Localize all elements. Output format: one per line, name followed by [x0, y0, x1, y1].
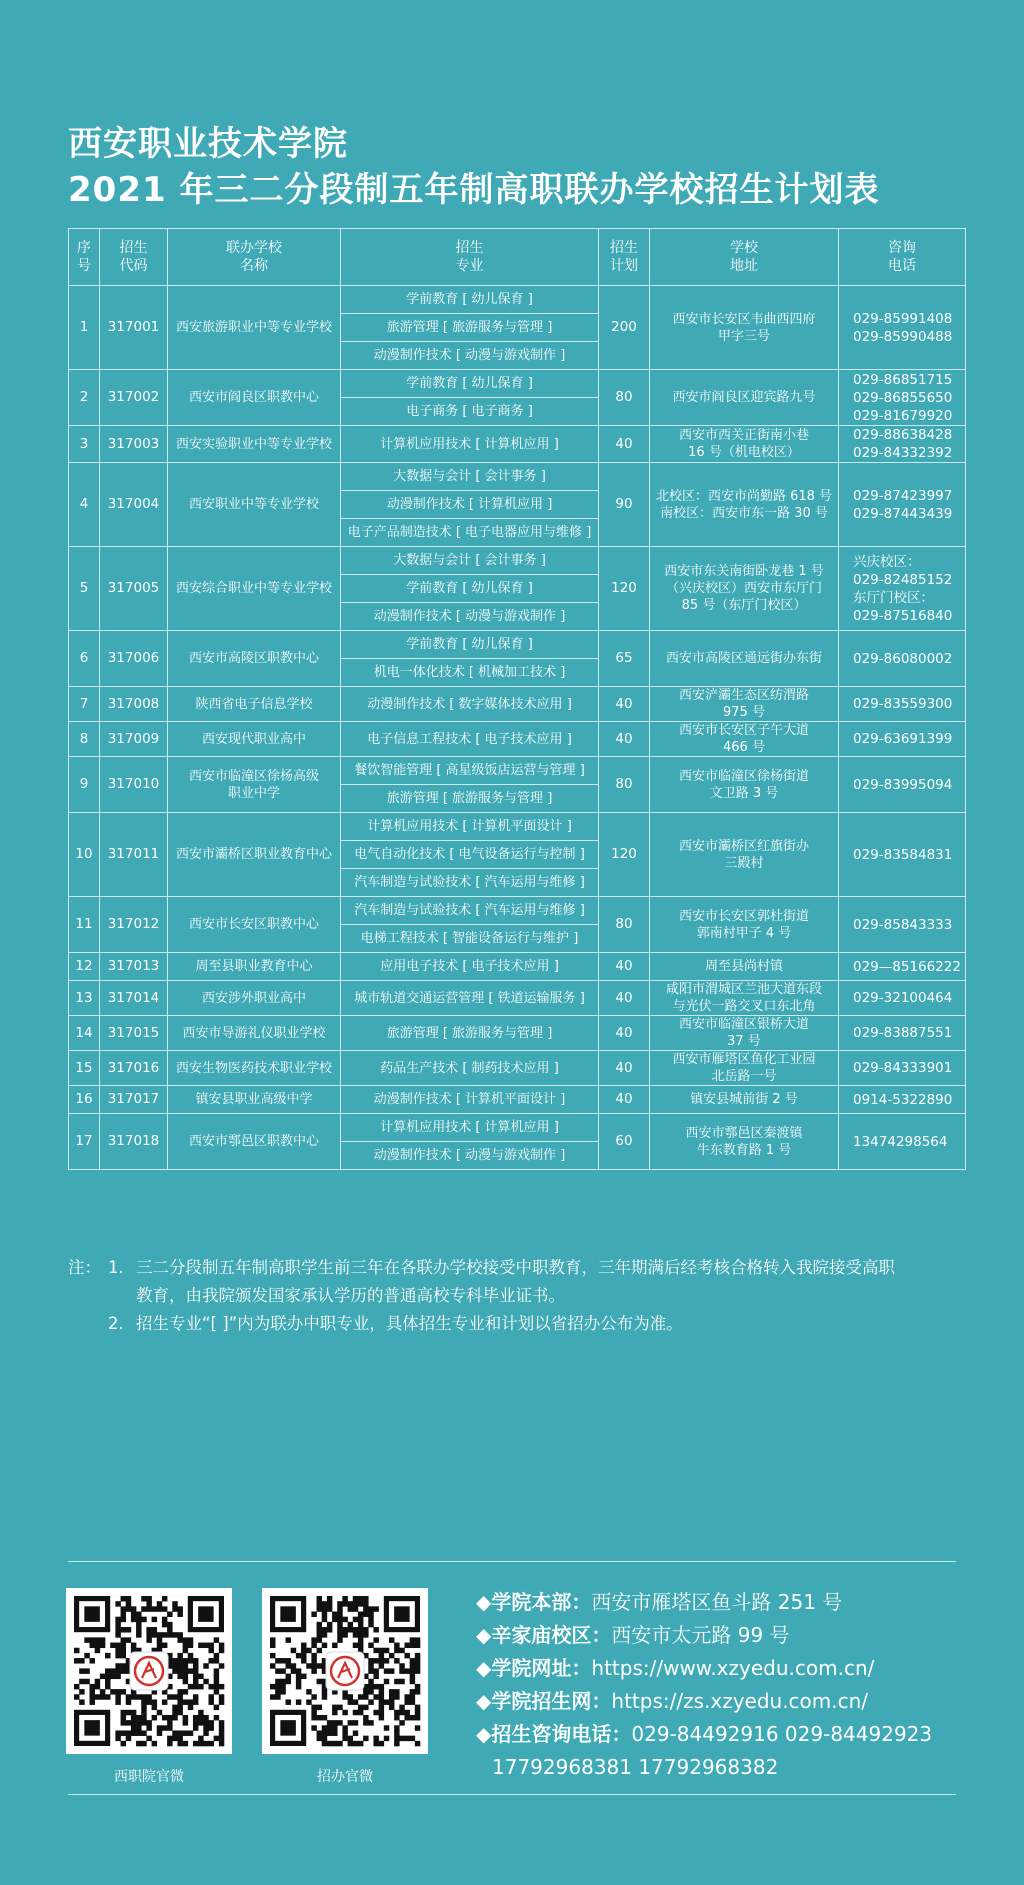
qr-code-icon	[262, 1588, 428, 1754]
cell-no: 7	[69, 687, 100, 722]
table-row	[69, 631, 966, 659]
contact-mobile: 17792968381 17792968382	[492, 1755, 779, 1779]
cell-plan: 40	[599, 953, 650, 981]
notes	[68, 1254, 968, 1338]
cell-phone: 029-83887551	[839, 1016, 966, 1051]
cell-major: 汽车制造与试验技术 [ 汽车运用与维修 ]	[341, 869, 599, 897]
cell-phone: 029-83584831	[839, 813, 966, 897]
contact-info	[476, 1586, 932, 1784]
cell-address: 西安市鄠邑区秦渡镇 牛东教育路 1 号	[650, 1114, 839, 1170]
cell-address: 西安市阎良区迎宾路九号	[650, 370, 839, 426]
cell-major: 药品生产技术 [ 制药技术应用 ]	[341, 1051, 599, 1086]
cell-phone: 13474298564	[839, 1114, 966, 1170]
cell-code: 317010	[100, 757, 168, 813]
cell-no: 16	[69, 1086, 100, 1114]
cell-plan: 40	[599, 1051, 650, 1086]
table-row	[69, 426, 966, 463]
cell-code: 317015	[100, 1016, 168, 1051]
cell-plan: 40	[599, 1086, 650, 1114]
cell-no: 2	[69, 370, 100, 426]
cell-code: 317005	[100, 547, 168, 631]
note-item	[68, 1310, 968, 1338]
cell-code: 317006	[100, 631, 168, 687]
cell-school: 西安市鄠邑区职教中心	[168, 1114, 341, 1170]
cell-major: 旅游管理 [ 旅游服务与管理 ]	[341, 314, 599, 342]
enrollment-plan-table	[68, 228, 966, 1170]
cell-no: 5	[69, 547, 100, 631]
cell-school: 镇安县职业高级中学	[168, 1086, 341, 1114]
cell-plan: 65	[599, 631, 650, 687]
cell-address: 西安市长安区子午大道 466 号	[650, 722, 839, 757]
cell-code: 317017	[100, 1086, 168, 1114]
cell-plan: 80	[599, 757, 650, 813]
cell-address: 西安市西关正街南小巷 16 号（机电校区）	[650, 426, 839, 463]
table-row	[69, 1051, 966, 1086]
cell-phone: 029-85991408 029-85990488	[839, 286, 966, 370]
cell-major: 旅游管理 [ 旅游服务与管理 ]	[341, 1016, 599, 1051]
note-line: 招生专业“[ ]”内为联办中职专业，具体招生专业和计划以省招办公布为准。	[136, 1314, 683, 1333]
header-address: 学校 地址	[650, 229, 839, 286]
cell-major: 机电一体化技术 [ 机械加工技术 ]	[341, 659, 599, 687]
note-prefix: 注：	[68, 1258, 101, 1277]
cell-code: 317009	[100, 722, 168, 757]
qr-caption-college: 西职院官微	[114, 1769, 184, 1785]
cell-school: 西安市临潼区徐杨高级 职业中学	[168, 757, 341, 813]
cell-school: 西安市长安区职教中心	[168, 897, 341, 953]
contact-admission-site: ◆学院招生网：https://zs.xzyedu.com.cn/	[476, 1689, 869, 1713]
table-row	[69, 1016, 966, 1051]
cell-address: 西安市灞桥区红旗街办 三殿村	[650, 813, 839, 897]
table-row	[69, 1086, 966, 1114]
cell-phone: 029-86080002	[839, 631, 966, 687]
cell-major: 学前教育 [ 幼儿保育 ]	[341, 631, 599, 659]
cell-address: 西安市雁塔区鱼化工业园 北岳路一号	[650, 1051, 839, 1086]
cell-no: 1	[69, 286, 100, 370]
contact-campus-main: ◆学院本部：西安市雁塔区鱼斗路 251 号	[476, 1590, 843, 1614]
cell-plan: 80	[599, 370, 650, 426]
cell-major: 动漫制作技术 [ 计算机应用 ]	[341, 491, 599, 519]
cell-school: 西安实验职业中等专业学校	[168, 426, 341, 463]
header-no: 序 号	[69, 229, 100, 286]
cell-code: 317016	[100, 1051, 168, 1086]
cell-school: 西安综合职业中等专业学校	[168, 547, 341, 631]
college-name: 西安职业技术学院	[68, 124, 348, 164]
cell-code: 317018	[100, 1114, 168, 1170]
cell-code: 317008	[100, 687, 168, 722]
cell-school: 周至县职业教育中心	[168, 953, 341, 981]
cell-plan: 80	[599, 897, 650, 953]
cell-major: 电梯工程技术 [ 智能设备运行与维护 ]	[341, 925, 599, 953]
note-line: 三二分段制五年制高职学生前三年在各联办学校接受中职教育，三年期满后经考核合格转入我院接受高职	[136, 1258, 895, 1277]
contact-phone: ◆招生咨询电话：029-84492916 029-84492923	[476, 1722, 933, 1746]
cell-major: 动漫制作技术 [ 动漫与游戏制作 ]	[341, 342, 599, 370]
cell-no: 10	[69, 813, 100, 897]
cell-major: 大数据与会计 [ 会计事务 ]	[341, 463, 599, 491]
cell-no: 11	[69, 897, 100, 953]
table-row	[69, 897, 966, 925]
cell-no: 14	[69, 1016, 100, 1051]
header-phone: 咨询 电话	[839, 229, 966, 286]
table-row	[69, 1114, 966, 1142]
cell-plan: 120	[599, 813, 650, 897]
cell-major: 计算机应用技术 [ 计算机应用 ]	[341, 426, 599, 463]
cell-school: 西安职业中等专业学校	[168, 463, 341, 547]
cell-major: 动漫制作技术 [ 动漫与游戏制作 ]	[341, 1142, 599, 1170]
table-row	[69, 286, 966, 314]
cell-address: 镇安县城前街 2 号	[650, 1086, 839, 1114]
table-row	[69, 722, 966, 757]
cell-major: 电子商务 [ 电子商务 ]	[341, 398, 599, 426]
cell-school: 西安旅游职业中等专业学校	[168, 286, 341, 370]
cell-major: 汽车制造与试验技术 [ 汽车运用与维修 ]	[341, 897, 599, 925]
cell-plan: 40	[599, 981, 650, 1016]
cell-major: 学前教育 [ 幼儿保育 ]	[341, 575, 599, 603]
qr-caption-admission: 招办官微	[317, 1769, 373, 1785]
cell-major: 餐饮智能管理 [ 高星级饭店运营与管理 ]	[341, 757, 599, 785]
cell-address: 西安市东关南街卧龙巷 1 号 （兴庆校区）西安市东厅门 85 号（东厅门校区）	[650, 547, 839, 631]
cell-code: 317014	[100, 981, 168, 1016]
cell-no: 17	[69, 1114, 100, 1170]
header-plan: 招生 计划	[599, 229, 650, 286]
cell-major: 旅游管理 [ 旅游服务与管理 ]	[341, 785, 599, 813]
cell-code: 317001	[100, 286, 168, 370]
cell-major: 学前教育 [ 幼儿保育 ]	[341, 286, 599, 314]
cell-plan: 200	[599, 286, 650, 370]
qr-code-college-wechat	[66, 1588, 232, 1754]
cell-plan: 40	[599, 722, 650, 757]
cell-phone: 029-85843333	[839, 897, 966, 953]
cell-phone: 029-86851715 029-86855650 029-81679920	[839, 370, 966, 426]
table-row	[69, 953, 966, 981]
table-row	[69, 981, 966, 1016]
note-number: 1.	[108, 1258, 124, 1277]
cell-code: 317003	[100, 426, 168, 463]
note-number: 2.	[108, 1314, 124, 1333]
cell-address: 西安市临潼区银桥大道 37 号	[650, 1016, 839, 1051]
cell-major: 电气自动化技术 [ 电气设备运行与控制 ]	[341, 841, 599, 869]
cell-address: 咸阳市渭城区兰池大道东段 与光伏一路交叉口东北角	[650, 981, 839, 1016]
cell-phone: 029-84333901	[839, 1051, 966, 1086]
cell-school: 西安生物医药技术职业学校	[168, 1051, 341, 1086]
cell-address: 周至县尚村镇	[650, 953, 839, 981]
cell-no: 4	[69, 463, 100, 547]
cell-address: 西安浐灞生态区纺渭路 975 号	[650, 687, 839, 722]
cell-no: 9	[69, 757, 100, 813]
cell-major: 计算机应用技术 [ 计算机应用 ]	[341, 1114, 599, 1142]
contact-campus-xinjiamiao: ◆辛家庙校区：西安市太元路 99 号	[476, 1623, 790, 1647]
top-divider	[68, 1561, 956, 1562]
cell-phone: 0914-5322890	[839, 1086, 966, 1114]
cell-major: 动漫制作技术 [ 计算机平面设计 ]	[341, 1086, 599, 1114]
cell-school: 陕西省电子信息学校	[168, 687, 341, 722]
header-school: 联办学校 名称	[168, 229, 341, 286]
cell-no: 12	[69, 953, 100, 981]
table-row	[69, 687, 966, 722]
note-text	[136, 1254, 968, 1310]
cell-no: 15	[69, 1051, 100, 1086]
cell-school: 西安市灞桥区职业教育中心	[168, 813, 341, 897]
note-item	[68, 1254, 968, 1310]
cell-address: 西安市高陵区通远街办东街	[650, 631, 839, 687]
cell-address: 西安市长安区韦曲西四府 甲字三号	[650, 286, 839, 370]
table-row	[69, 813, 966, 841]
cell-code: 317002	[100, 370, 168, 426]
cell-phone: 兴庆校区： 029-82485152 东厅门校区： 029-87516840	[839, 547, 966, 631]
cell-major: 电子信息工程技术 [ 电子技术应用 ]	[341, 722, 599, 757]
table-title: 2021 年三二分段制五年制高职联办学校招生计划表	[68, 170, 880, 210]
cell-school: 西安涉外职业高中	[168, 981, 341, 1016]
cell-school: 西安现代职业高中	[168, 722, 341, 757]
cell-plan: 40	[599, 426, 650, 463]
cell-major: 动漫制作技术 [ 数字媒体技术应用 ]	[341, 687, 599, 722]
cell-code: 317004	[100, 463, 168, 547]
contact-website: ◆学院网址：https://www.xzyedu.com.cn/	[476, 1656, 875, 1680]
cell-school: 西安市导游礼仪职业学校	[168, 1016, 341, 1051]
table-header-row	[69, 229, 966, 286]
cell-no: 3	[69, 426, 100, 463]
header-major: 招生 专业	[341, 229, 599, 286]
cell-major: 电子产品制造技术 [ 电子电器应用与维修 ]	[341, 519, 599, 547]
cell-no: 6	[69, 631, 100, 687]
cell-major: 动漫制作技术 [ 动漫与游戏制作 ]	[341, 603, 599, 631]
cell-major: 计算机应用技术 [ 计算机平面设计 ]	[341, 813, 599, 841]
cell-major: 城市轨道交通运营管理 [ 铁道运输服务 ]	[341, 981, 599, 1016]
cell-plan: 40	[599, 687, 650, 722]
table-row	[69, 463, 966, 491]
table-row	[69, 547, 966, 575]
cell-code: 317011	[100, 813, 168, 897]
header-code: 招生 代码	[100, 229, 168, 286]
cell-code: 317013	[100, 953, 168, 981]
note-line: 教育，由我院颁发国家承认学历的普通高校专科毕业证书。	[136, 1286, 565, 1305]
cell-phone: 029-88638428 029-84332392	[839, 426, 966, 463]
bottom-divider	[68, 1794, 956, 1795]
cell-address: 西安市临潼区徐杨街道 文卫路 3 号	[650, 757, 839, 813]
cell-major: 大数据与会计 [ 会计事务 ]	[341, 547, 599, 575]
cell-address: 北校区：西安市尚勤路 618 号 南校区：西安市东一路 30 号	[650, 463, 839, 547]
cell-phone: 029-83559300	[839, 687, 966, 722]
cell-plan: 60	[599, 1114, 650, 1170]
cell-major: 学前教育 [ 幼儿保育 ]	[341, 370, 599, 398]
cell-major: 应用电子技术 [ 电子技术应用 ]	[341, 953, 599, 981]
cell-plan: 120	[599, 547, 650, 631]
qr-code-admission-wechat	[262, 1588, 428, 1754]
note-text	[136, 1310, 968, 1338]
page-title-block	[68, 122, 879, 214]
cell-school: 西安市高陵区职教中心	[168, 631, 341, 687]
cell-phone: 029—85166222	[839, 953, 966, 981]
cell-phone: 029-87423997 029-87443439	[839, 463, 966, 547]
cell-no: 8	[69, 722, 100, 757]
cell-code: 317012	[100, 897, 168, 953]
cell-phone: 029-32100464	[839, 981, 966, 1016]
cell-address: 西安市长安区郭杜街道 郭南村甲子 4 号	[650, 897, 839, 953]
cell-phone: 029-63691399	[839, 722, 966, 757]
cell-school: 西安市阎良区职教中心	[168, 370, 341, 426]
cell-phone: 029-83995094	[839, 757, 966, 813]
table-row	[69, 370, 966, 398]
table-body	[69, 286, 966, 1170]
cell-plan: 40	[599, 1016, 650, 1051]
qr-code-icon	[66, 1588, 232, 1754]
cell-plan: 90	[599, 463, 650, 547]
cell-no: 13	[69, 981, 100, 1016]
table-row	[69, 757, 966, 785]
